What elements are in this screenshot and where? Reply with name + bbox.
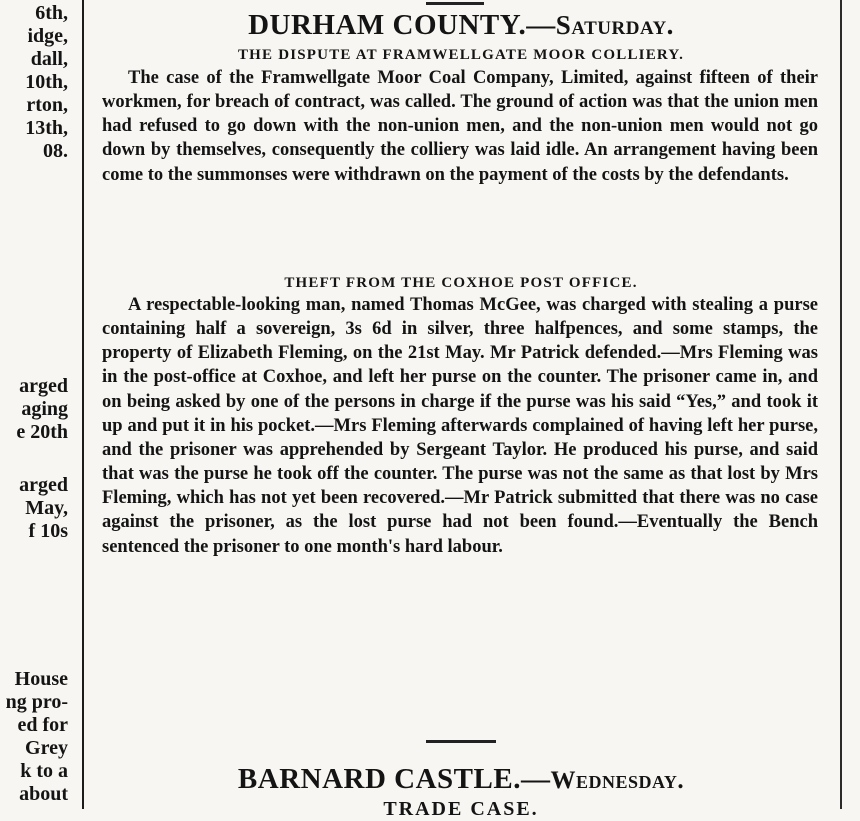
left-line: 08. [43, 140, 68, 162]
left-line: 6th, [35, 2, 68, 24]
left-line: dall, [30, 48, 68, 70]
left-line: ed for [17, 714, 68, 736]
left-line: May, [25, 497, 68, 519]
left-line: House [14, 668, 68, 690]
left-line: ng pro- [5, 691, 68, 713]
left-line: 13th, [25, 117, 68, 139]
left-line: about [19, 783, 68, 805]
article-heading-coxhoe: THEFT FROM THE COXHOE POST OFFICE. [284, 275, 638, 291]
left-line: e 20th [16, 421, 68, 443]
column-divider [82, 0, 84, 809]
left-fragment-bottom [2, 668, 68, 806]
top-rule [426, 2, 484, 5]
section-name: DURHAM COUNTY. [248, 9, 527, 41]
left-line: idge, [27, 25, 68, 47]
section-separator [426, 740, 496, 743]
section-heading-durham [96, 8, 826, 42]
left-fragment-top [2, 2, 68, 163]
section-name: BARNARD CASTLE. [237, 763, 521, 795]
left-line: f 10s [28, 520, 68, 542]
cut-off-heading: TRADE CASE. [383, 798, 539, 820]
section-dash: — [526, 9, 556, 41]
section-heading-barnard-castle [96, 762, 826, 798]
section-dash: — [520, 763, 551, 795]
article-heading-framwellgate: THE DISPUTE AT FRAMWELLGATE MOOR COLLIERY. [237, 47, 685, 63]
left-line: Grey [25, 737, 68, 759]
section-day: Saturday. [555, 10, 674, 40]
section-day: Wednesday. [550, 767, 685, 794]
article-body-coxhoe: A respectable-looking man, named Thomas McGee, was charged with stealing a purse containing half a sovereign, 3s 6d in silver, three halfpences, and some stamps, the property of Elizabeth Fleming, on the 21st May. Mr Patrick defended.—Mrs Fleming was in the post-office at Coxhoe, and left her purse on the counter. The prisoner came in, and on being asked by one of the persons in charge if the purse was his said “Yes,” and took it up and put it in his pocket.—Mrs Fleming afterwards complained of having left her purse, and the prisoner was apprehended by Sergeant Taylor. He produced his purse, and said that was the purse he took off the counter. The purse was not the same as that lost by Mrs Fleming, which has not yet been recovered.—Mr Patrick submitted that there was no case against the prisoner, as the lost purse had not been found.—Eventually the Bench sentenced the prisoner to one month's hard labour. [102, 295, 818, 557]
left-line: 10th, [25, 71, 68, 93]
article-body-framwellgate: The case of the Framwellgate Moor Coal Company, Limited, against fifteen of their workmen, for breach of contract, was called. The ground of action was that the union men had refused to go down with the non-union men, and the non-union men would not go down by themselves, consequently the colliery was laid idle. An arrangement having been come to the summonses were withdrawn on the payment of the costs by the defendants. [102, 68, 818, 185]
left-column-fragment [0, 0, 70, 809]
left-line: aging [21, 398, 68, 420]
left-line: rton, [26, 94, 68, 116]
left-fragment-middle [2, 375, 68, 444]
left-fragment-middle-2 [2, 474, 68, 543]
main-column [96, 0, 826, 820]
left-line: arged [19, 375, 68, 397]
left-line: k to a [20, 760, 68, 782]
right-border [840, 0, 842, 809]
left-line: arged [19, 474, 68, 496]
